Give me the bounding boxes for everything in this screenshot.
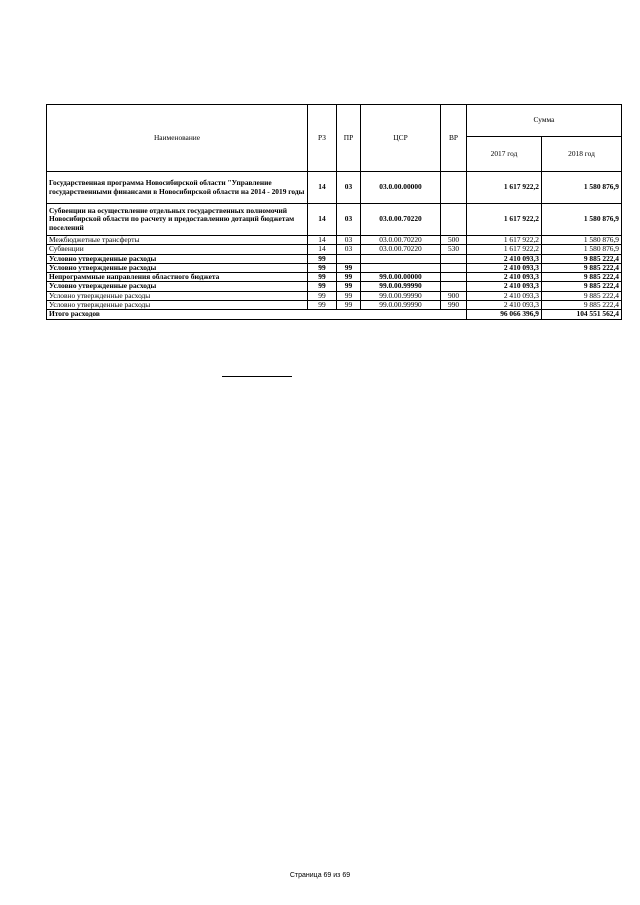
footnote-separator (222, 376, 292, 377)
row-pr: 03 (337, 245, 361, 254)
row-name: Условно утвержденные расходы (47, 263, 308, 272)
row-2017: 1 617 922,2 (467, 245, 542, 254)
row-vr: 500 (441, 236, 467, 245)
row-rz: 14 (308, 204, 337, 236)
header-2017: 2017 год (467, 137, 542, 172)
row-vr: 530 (441, 245, 467, 254)
total-2018: 104 551 562,4 (542, 310, 622, 319)
row-csr (361, 263, 441, 272)
row-2017: 2 410 093,3 (467, 282, 542, 291)
header-row (47, 105, 622, 137)
row-vr (441, 273, 467, 282)
budget-table (46, 104, 622, 320)
row-name: Субвенции на осуществление отдельных государственных полномочий Новосибирской области по расчету и предоставлению дотаций бюджетам поселений (47, 204, 308, 236)
row-pr: 03 (337, 172, 361, 204)
row-2018: 9 885 222,4 (542, 300, 622, 309)
page-number: Страница 69 из 69 (289, 872, 351, 879)
row-csr: 99.0.00.99990 (361, 300, 441, 309)
row-rz: 99 (308, 291, 337, 300)
row-name: Условно утвержденные расходы (47, 291, 308, 300)
row-2017: 1 617 922,2 (467, 236, 542, 245)
row-name: Государственная программа Новосибирской области "Управление государственными финансами в Новосибирской области на 2014 - 2019 годы (47, 172, 308, 204)
row-pr: 99 (337, 291, 361, 300)
header-name: Наименование (47, 105, 308, 172)
row-rz: 99 (308, 263, 337, 272)
row-2018: 9 885 222,4 (542, 273, 622, 282)
row-csr (361, 254, 441, 263)
table-row (47, 291, 622, 300)
table-row (47, 263, 622, 272)
table-row (47, 254, 622, 263)
row-vr (441, 172, 467, 204)
row-2017: 2 410 093,3 (467, 291, 542, 300)
row-2018: 1 580 876,9 (542, 236, 622, 245)
row-vr (441, 282, 467, 291)
row-2018: 1 580 876,9 (542, 204, 622, 236)
row-2017: 2 410 093,3 (467, 263, 542, 272)
table-row (47, 300, 622, 309)
row-name: Субвенции (47, 245, 308, 254)
row-pr: 99 (337, 263, 361, 272)
row-pr (337, 254, 361, 263)
row-csr: 03.0.00.70220 (361, 236, 441, 245)
row-csr: 03.0.00.70220 (361, 204, 441, 236)
row-csr: 99.0.00.00000 (361, 273, 441, 282)
total-2017: 96 066 396,9 (467, 310, 542, 319)
row-csr: 99.0.00.99990 (361, 291, 441, 300)
row-name: Условно утвержденные расходы (47, 300, 308, 309)
row-pr: 99 (337, 282, 361, 291)
table-row (47, 204, 622, 236)
row-2018: 1 580 876,9 (542, 172, 622, 204)
row-csr: 03.0.00.00000 (361, 172, 441, 204)
row-vr (441, 263, 467, 272)
row-pr: 03 (337, 204, 361, 236)
row-rz: 99 (308, 300, 337, 309)
total-label: Итого расходов (47, 310, 467, 319)
row-2017: 1 617 922,2 (467, 204, 542, 236)
row-2017: 1 617 922,2 (467, 172, 542, 204)
row-vr: 900 (441, 291, 467, 300)
row-rz: 14 (308, 172, 337, 204)
row-name: Условно утвержденные расходы (47, 254, 308, 263)
row-2018: 9 885 222,4 (542, 291, 622, 300)
row-2018: 1 580 876,9 (542, 245, 622, 254)
row-pr: 99 (337, 300, 361, 309)
row-rz: 14 (308, 236, 337, 245)
row-2017: 2 410 093,3 (467, 300, 542, 309)
header-sum: Сумма (467, 105, 622, 137)
row-rz: 99 (308, 273, 337, 282)
row-rz: 99 (308, 254, 337, 263)
row-2018: 9 885 222,4 (542, 254, 622, 263)
row-name: Условно утвержденные расходы (47, 282, 308, 291)
row-vr (441, 254, 467, 263)
row-pr: 99 (337, 273, 361, 282)
row-pr: 03 (337, 236, 361, 245)
row-rz: 99 (308, 282, 337, 291)
table-row (47, 282, 622, 291)
header-vr: ВР (441, 105, 467, 172)
row-csr: 99.0.00.99990 (361, 282, 441, 291)
row-2017: 2 410 093,3 (467, 254, 542, 263)
row-csr: 03.0.00.70220 (361, 245, 441, 254)
row-2018: 9 885 222,4 (542, 282, 622, 291)
total-row (47, 310, 622, 319)
row-name: Непрограммные направления областного бюджета (47, 273, 308, 282)
header-2018: 2018 год (542, 137, 622, 172)
table-row (47, 236, 622, 245)
row-name: Межбюджетные трансферты (47, 236, 308, 245)
row-vr: 990 (441, 300, 467, 309)
header-rz: РЗ (308, 105, 337, 172)
row-rz: 14 (308, 245, 337, 254)
header-csr: ЦСР (361, 105, 441, 172)
header-pr: ПР (337, 105, 361, 172)
row-2017: 2 410 093,3 (467, 273, 542, 282)
table-row (47, 172, 622, 204)
row-vr (441, 204, 467, 236)
table-row (47, 245, 622, 254)
table-row (47, 273, 622, 282)
row-2018: 9 885 222,4 (542, 263, 622, 272)
